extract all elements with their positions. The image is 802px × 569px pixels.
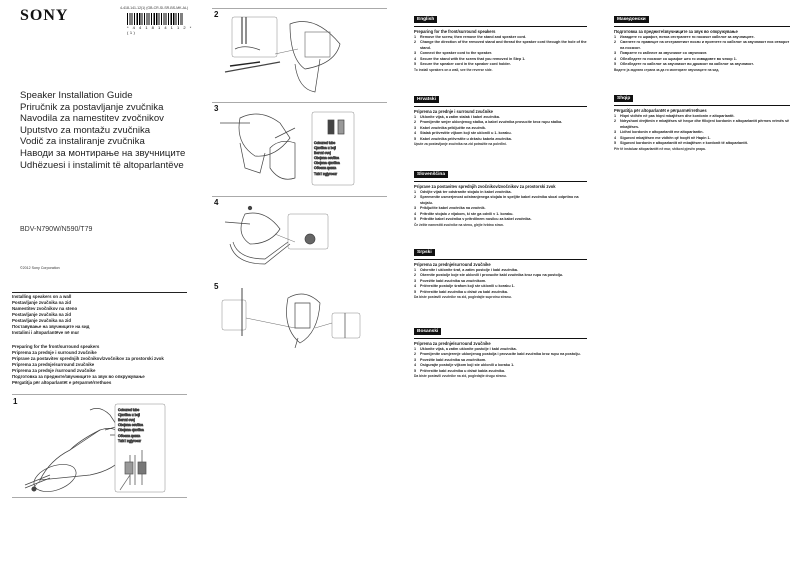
prep-heading: Preparing for the front/surround speakers: [12, 344, 100, 349]
barcode-digits: * 4 4 1 8 1 4 1 1 2 * (1): [127, 25, 193, 35]
callout-line: Coloured tube: [118, 408, 140, 412]
section-shqip: [614, 86, 790, 153]
section-hrvatski: [414, 87, 587, 148]
step-item: 5 Pričvrstite kabl zvučnika u držač kabla zvučnika.: [414, 368, 506, 373]
step-item: 4 Обезбедете го носачот со шрафот што го извадивте во чекор 1.: [614, 56, 737, 61]
instructions-column-left: [410, 0, 610, 569]
title-line: Speaker Installation Guide: [20, 90, 133, 101]
figure-step-4: [220, 204, 370, 274]
section-heading: Подготовка за предните/звучниците за звук во опкружување: [614, 28, 738, 34]
step-number: 1: [13, 397, 18, 406]
title-line: Navodila za namestitev zvočnikov: [20, 113, 164, 125]
wall-heading: Postavljanje zvučnika na zid: [12, 300, 72, 305]
language-tag: Srpski: [414, 249, 435, 256]
section-note: Видете ја задната страна за да ги монтирате звучниците на ѕид.: [614, 68, 720, 73]
step-item: 3 Priključite kabel zvočnika na zvočnik.: [414, 206, 486, 211]
divider: [212, 102, 387, 103]
language-tag: Hrvatski: [414, 96, 439, 103]
section-note: To install speakers on a wall, see the reverse side.: [414, 68, 493, 73]
callout-line: Tubi i ngjyrosur: [314, 172, 338, 176]
steps-list: [414, 268, 587, 296]
steps-list: [414, 35, 587, 69]
step-item: 5 Kabel zvučnika pričvrstite u držaču kabela zvučnika.: [414, 136, 512, 141]
section-note: Upute za postavljanje zvučnika na zid potražite na poleđini.: [414, 142, 507, 147]
callout-line: Cjevčica u boji: [118, 413, 140, 417]
section-heading: Përgatitja për altoparlantët e përparmë/rrethues: [614, 107, 707, 113]
prep-headings: [12, 344, 164, 386]
steps-list: [414, 347, 587, 375]
divider: [12, 497, 187, 498]
step-item: 4 Pričvrstite postolje šrafom koji ste uklonili u koraku 1.: [414, 284, 515, 289]
callout-line: Обоена цевка: [314, 166, 337, 170]
step-item: 1 Uklonite vijak, a zatim stalak i kabel zvučnika.: [414, 114, 500, 119]
wall-heading: Postavljanje zvučnika na zid: [12, 312, 72, 317]
divider: [212, 8, 387, 9]
section-heading: Preparing for the front/surround speakers: [414, 28, 496, 34]
step-item: 2 Change the direction of the removed stand and thread the speaker cord through the hole of the stand.: [414, 40, 587, 50]
step-item: 1 Remove the screw, then remove the stand and speaker cord.: [414, 34, 527, 39]
divider: [414, 106, 587, 107]
section-makedonski: [614, 7, 790, 74]
step-item: 2 Okrenite postolje koje ste uklonili i provucite kabl zvučnika kroz rupu na postolju.: [414, 273, 564, 278]
model-number: BDV-N790W/N590/T79: [20, 226, 93, 233]
step-item: 4 Secure the stand with the screw that you removed in Step 1.: [414, 56, 526, 61]
wall-heading: Postavljanje zvučnika na zid: [12, 318, 72, 323]
section-heading: Priprema za prednje i surround zvučnike: [414, 108, 493, 114]
cover-column: [0, 0, 200, 569]
divider: [414, 338, 587, 339]
step-item: 2 Promijenite smjer uklonjenog stalka, a kabel zvučnika provucite kroz rupu stalka.: [414, 120, 563, 125]
callout-line: Tubi i ngjyrosur: [118, 439, 142, 443]
instructions-column-right: [610, 0, 802, 569]
section-heading: Priprema za prednje/surround zvučnike: [414, 261, 491, 267]
prep-heading: Priprema za prednje /surround zvučnike: [12, 368, 96, 373]
prep-heading: Priprema za prednje i surround zvučnike: [12, 350, 97, 355]
title-line: Vodič za instaliranje zvučnika: [20, 136, 145, 148]
divider: [414, 259, 587, 260]
part-number: 4-418-141-12(1) (GB-CR-SI-SR-BS-MK-AL): [120, 6, 189, 10]
title-line: Наводи за монтирање на звучниците: [20, 147, 186, 159]
step-item: 3 Connect the speaker cord to the speaker.: [414, 51, 493, 56]
step-item: 1 Uklonite vijak, a zatim uklonite postolje i kabl zvučnika.: [414, 346, 517, 351]
step-item: 1 Hiqni vidhën në pas hiqni mbajtësen dhe kordonin e altoparlantit.: [614, 113, 735, 118]
wall-heading: Instalimi i altoparlantëve në mur: [12, 330, 80, 335]
step-item: 2 Promijenite usmjerenje uklonjenog postolja i provucite kabl zvučnika kroz rupu na postolju.: [414, 352, 581, 357]
language-tag: Slovenščina: [414, 171, 448, 178]
step-item: 3 Поврзете го кабелот за звучникот со звучникот.: [614, 51, 708, 56]
step-number: 5: [214, 282, 219, 291]
step-item: 3 Lidhni kordonin e altoparlantit me altoparlantin.: [614, 130, 704, 135]
language-tag: Македонски: [614, 16, 649, 23]
divider: [414, 181, 587, 182]
section-note: Për të instaluar altoparlantët në mur, shikoni pjesën prapa.: [614, 147, 706, 152]
language-tag: Shqip: [614, 95, 633, 102]
step-item: 4 Stalak pričvrstite vijkom koji ste uklonili u 1. koraku.: [414, 131, 512, 136]
step-item: 5 Pritrdite kabel zvočnika v pritrdilnem nosilcu za kabel zvočnika.: [414, 217, 532, 222]
step-item: 2 Spremenite usmerjenost odstranjenega stojala in speljite kabel zvočnika skozi odprtino na stojalu.: [414, 195, 579, 205]
copyright: ©2012 Sony Corporation: [20, 266, 60, 270]
language-tag: Bosanski: [414, 328, 441, 335]
divider: [614, 105, 790, 106]
step-item: 3 Povežite kabl zvučnika sa zvučnikom.: [414, 278, 487, 283]
divider: [414, 26, 587, 27]
prep-heading: Priprave za postavitev sprednjih zvočnikov/zvočnikov za prostorski zvok: [12, 356, 164, 361]
figure-step-3: [220, 108, 370, 188]
figure-step-5: [220, 288, 370, 348]
step-item: 1 Odvrnite i uklonite šraf, a zatim postolje i kabl zvučnika.: [414, 267, 518, 272]
steps-list: [614, 35, 790, 69]
figures-column: [200, 0, 400, 569]
section-bosanski: [414, 319, 587, 380]
step-number: 2: [214, 10, 219, 19]
step-item: 3 Povežite kabl zvučnika sa zvučnikom.: [414, 357, 487, 362]
step-item: 1 Извадете го шрафот, потоа отстранете ги носачот кабелот за звучниците.: [614, 34, 755, 39]
wall-headings: [12, 294, 89, 336]
sony-logo: SONY: [20, 7, 69, 24]
wall-heading: Installing speakers on a wall: [12, 294, 72, 299]
prep-heading: Përgatitja për altoparlantët e përparmë/rrethues: [12, 380, 112, 385]
step-item: 1 Odvijte vijak ter odstranite stojalo in kabel zvočnika.: [414, 189, 512, 194]
step-item: 5 Siguroni kordonin e altoparlantit në mbajtësen e kordonit të altoparlantit.: [614, 141, 748, 146]
step-item: 5 Secure the speaker cord in the speaker cord holder.: [414, 62, 511, 67]
callout-line: Coloured tube: [314, 141, 336, 145]
section-note: Da biste postavili zvučnike na zid, pogledajte suprotnu stranu.: [414, 295, 512, 300]
step-item: 3 Kabel zvučnika priključite na zvučnik.: [414, 125, 486, 130]
figure-step-2: [220, 14, 370, 94]
callout-line: Obojena cjevčica: [118, 428, 144, 432]
figure-step-1: [20, 400, 190, 500]
callout-line: Cjevčica u boji: [314, 146, 336, 150]
section-heading: Priprave za postavitev sprednjih zvočnikov/zvočnikov za prostorski zvok: [414, 183, 556, 189]
section-note: Da biste postavili zvučnike na zid, pogledajte drugu stranu.: [414, 374, 507, 379]
step-number: 3: [214, 104, 219, 113]
callout-line: Obojena cevčica: [314, 156, 340, 160]
barcode-icon: [127, 13, 183, 25]
section-heading: Priprema za prednje/surround zvučnike: [414, 340, 491, 346]
section-srpski: [414, 240, 587, 301]
divider: [12, 292, 187, 293]
language-tag: English: [414, 16, 437, 23]
prep-heading: Подготовка за предните/звучниците за звук во опкружување: [12, 374, 145, 379]
step-item: 4 Osigurajte postolje vijkom koji ste uklonili u koraku 1.: [414, 363, 515, 368]
callout-line: Barvni ovoj: [118, 418, 135, 422]
callout-line: Obojena cevčica: [118, 423, 144, 427]
title-line: Uputstvo za montažu zvučnika: [20, 124, 151, 136]
wall-heading: Поставување на звучниците на ѕид: [12, 324, 90, 329]
callout-line: Обоена цевка: [118, 434, 141, 438]
wall-heading: Namestitev zvočnikov na steno: [12, 306, 78, 311]
step-item: 2 Сменете го правецот на отстранетиот носач и протнете го кабелот за звучникот низ отворот на носачот.: [614, 40, 790, 50]
prep-heading: Priprema za prednje/surround zvučnike: [12, 362, 95, 367]
divider: [212, 196, 387, 197]
section-english: [414, 7, 587, 74]
step-item: 5 Pričvrstite kabl zvučnika u držač za kabl zvučnika.: [414, 289, 508, 294]
callout-line: Barvni ovoj: [314, 151, 331, 155]
section-slovenscina: [414, 162, 587, 229]
divider: [12, 394, 187, 395]
section-note: Če želite namestiti zvočnike na steno, glejte hrbtno stran.: [414, 223, 504, 228]
guide-titles: [20, 90, 185, 171]
step-item: 2 Ndryshoni drejtimin e mbajtëses së hequr dhe fillojeni kordonin e altoparlantit përmes vrimës së mbajtëses.: [614, 119, 790, 129]
callout-line: Obojena cjevčica: [314, 161, 340, 165]
steps-list: [614, 114, 790, 148]
step-number: 4: [214, 198, 219, 207]
divider: [614, 26, 790, 27]
title-line: Priručnik za postavljanje zvučnika: [20, 101, 164, 113]
title-line: Udhëzuesi i instalimit të altoparlantëve: [20, 159, 184, 171]
steps-list: [414, 115, 587, 143]
steps-list: [414, 190, 587, 224]
step-item: 4 Siguroni mbajtësen me vidhën që hoqët në Hapin 1.: [614, 135, 711, 140]
step-item: 5 Обезбедете го кабелот за звучникот во држачот на кабелот за звучникот.: [614, 62, 754, 67]
step-item: 4 Pritrdite stojalo z vijakom, ki ste ga odvili v 1. koraku.: [414, 211, 514, 216]
